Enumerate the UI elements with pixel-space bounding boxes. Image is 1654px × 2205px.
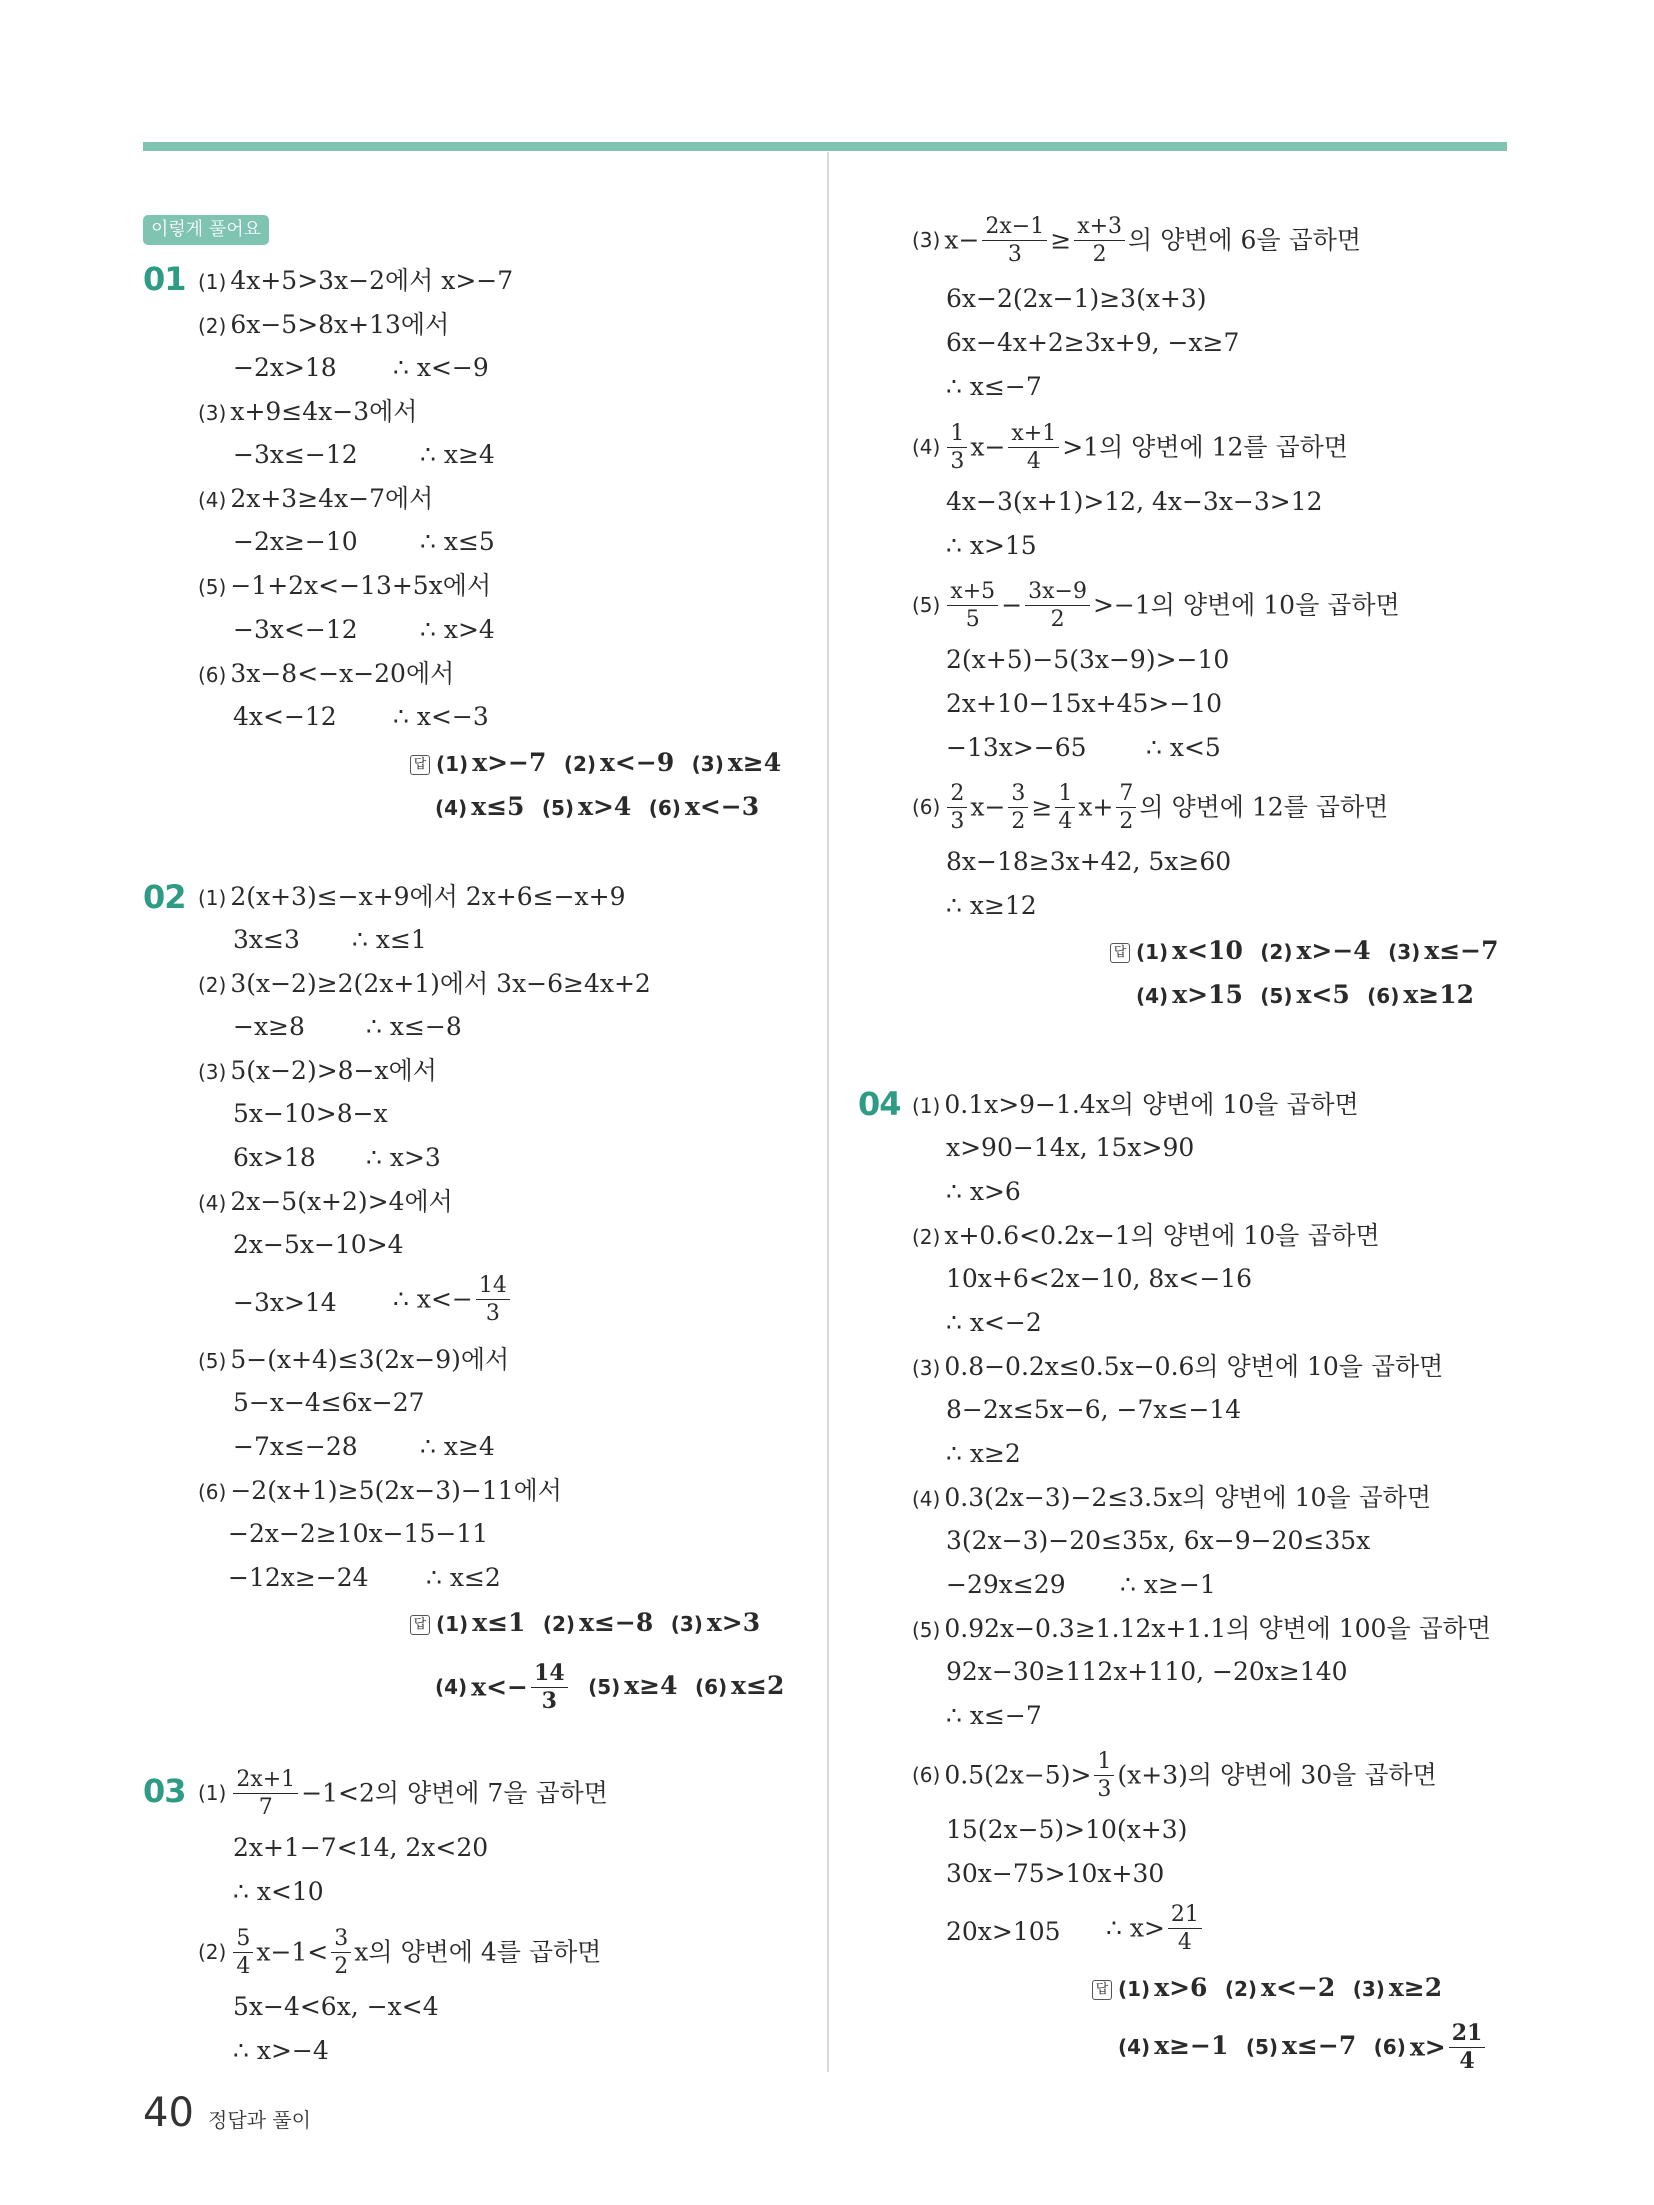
p04-step6f: ∴ x> $\frac{21}{4}$ [1106, 1901, 1205, 1956]
page-number: 40 [143, 2090, 194, 2136]
p04-step4a: (4) 0.3(2x−3)−2≤3.5x의 양변에 10을 곱하면 [912, 1483, 1431, 1512]
p03-step4c: ∴ x>15 [946, 531, 1037, 560]
p02-step5b: 5−x−4≤6x−27 [233, 1388, 425, 1417]
p01-step3b: −3x≤−12 [233, 440, 358, 469]
p02-step3d: ∴ x>3 [366, 1143, 441, 1172]
p04-step1a: (1) 0.1x>9−1.4x의 양변에 10을 곱하면 [912, 1090, 1359, 1119]
p01-step5b: −3x<−12 [233, 615, 358, 644]
p01-step2c: ∴ x<−9 [393, 353, 489, 382]
p04-step6a: (6) 0.5(2x−5)> $\frac{1}{3}$ (x+3)의 양변에 30을 곱하면 [912, 1749, 1437, 1802]
p01-step4c: ∴ x≤5 [420, 527, 495, 556]
p02-answer-row2: (4) x<− $\frac{14}{3}$ (5) x≥4 (6) x≤2 [435, 1660, 785, 1714]
column-divider [827, 152, 829, 2072]
p01-step6a: (6) 3x−8<−x−20에서 [198, 659, 455, 688]
p01-step6c: ∴ x<−3 [393, 702, 489, 731]
p01-step4b: −2x≥−10 [233, 527, 358, 556]
p04-step1c: ∴ x>6 [946, 1177, 1021, 1206]
p03-step5e: ∴ x<5 [1146, 733, 1221, 762]
p03-step4b: 4x−3(x+1)>12, 4x−3x−3>12 [946, 487, 1323, 516]
p01-step4a: (4) 2x+3≥4x−7에서 [198, 484, 434, 513]
p03-step6a: (6) $\frac{2}{3}$ x− $\frac{3}{2}$ ≥ $\frac{1}{4}$ x+ $\frac{7}{2}$ 의 양변에 12를 곱하면 [912, 781, 1389, 834]
p03-step3d: ∴ x≤−7 [946, 372, 1042, 401]
p03-step5c: 2x+10−15x+45>−10 [946, 689, 1223, 718]
p03-step4a: (4) $\frac{1}{3}$ x− $\frac{x+1}{4}$ >1의 양변에 12를 곱하면 [912, 421, 1348, 474]
p02-step1a: (1) 2(x+3)≤−x+9에서 2x+6≤−x+9 [198, 882, 626, 911]
p02-step6c: −12x≥−24 [228, 1563, 369, 1592]
p01-step3a: (3) x+9≤4x−3에서 [198, 397, 418, 426]
p02-step6b: −2x−2≥10x−15−11 [228, 1519, 489, 1548]
top-accent-bar [143, 142, 1507, 151]
p04-answer-row2: (4) x≥−1 (5) x≤−7 (6) x> $\frac{21}{4}$ [1118, 2020, 1488, 2075]
p04-step6e: 20x>105 [946, 1917, 1061, 1946]
problem-number-03: 03 [143, 1772, 186, 1810]
p04-step5c: ∴ x≤−7 [946, 1701, 1042, 1730]
p03-step1c: ∴ x<10 [233, 1877, 324, 1906]
problem-number-04: 04 [858, 1085, 901, 1123]
p01-step5a: (5) −1+2x<−13+5x에서 [198, 571, 492, 600]
footer-label: 정답과 풀이 [208, 2108, 311, 2132]
p03-step2c: 5x−4<6x, −x<4 [233, 1992, 439, 2021]
p03-step5b: 2(x+5)−5(3x−9)>−10 [946, 645, 1230, 674]
p01-answer-row1: 답 (1) x>−7 (2) x<−9 (3) x≥4 [410, 748, 781, 779]
p02-step6d: ∴ x≤2 [426, 1563, 501, 1592]
p04-step2a: (2) x+0.6<0.2x−1의 양변에 10을 곱하면 [912, 1221, 1380, 1250]
p04-step5a: (5) 0.92x−0.3≥1.12x+1.1의 양변에 100을 곱하면 [912, 1614, 1491, 1643]
p01-step1: (1) 4x+5>3x−2에서 x>−7 [198, 266, 514, 295]
p01-step2b: −2x>18 [233, 353, 337, 382]
p02-step2c: ∴ x≤−8 [366, 1012, 462, 1041]
p04-step1b: x>90−14x, 15x>90 [946, 1133, 1195, 1162]
p04-answer-row1: 답 (1) x>6 (2) x<−2 (3) x≥2 [1092, 1973, 1442, 2004]
p04-step4d: ∴ x≥−1 [1120, 1570, 1216, 1599]
p02-step6a: (6) −2(x+1)≥5(2x−3)−11에서 [198, 1476, 562, 1505]
p03-step3a: (3) x− $\frac{2x-1}{3}$ ≥ $\frac{x+3}{2}$ 의 양변에 6을 곱하면 [912, 214, 1361, 267]
p03-step2a: (2) $\frac{5}{4}$ x−1< $\frac{3}{2}$ x의 양변에 4를 곱하면 [198, 1926, 602, 1979]
p02-answer-row1: 답 (1) x≤1 (2) x≤−8 (3) x>3 [410, 1608, 760, 1639]
p03-step6c: ∴ x≥12 [946, 891, 1037, 920]
p04-step5b: 92x−30≥112x+110, −20x≥140 [946, 1657, 1348, 1686]
problem-number-01: 01 [143, 260, 186, 298]
p03-step3b: 6x−2(2x−1)≥3(x+3) [946, 284, 1207, 313]
p01-step6b: 4x<−12 [233, 702, 337, 731]
section-tag: 이렇게 풀어요 [143, 215, 269, 245]
p02-step2b: −x≥8 [233, 1012, 305, 1041]
answer-icon: 답 [1092, 1980, 1112, 2000]
p02-step1b: 3x≤3 [233, 925, 300, 954]
p03-step6b: 8x−18≥3x+42, 5x≥60 [946, 847, 1232, 876]
p03-step2d: ∴ x>−4 [233, 2036, 329, 2065]
p03-step1a: (1) $\frac{2x+1}{7}$ −1<2의 양변에 7을 곱하면 [198, 1767, 608, 1820]
p03-answer-row1: 답 (1) x<10 (2) x>−4 (3) x≤−7 [1110, 936, 1499, 967]
p04-step2b: 10x+6<2x−10, 8x<−16 [946, 1264, 1253, 1293]
p02-step3a: (3) 5(x−2)>8−x에서 [198, 1056, 437, 1085]
p02-step4d: ∴ x<− $\frac{14}{3}$ [393, 1272, 513, 1327]
p04-step3a: (3) 0.8−0.2x≤0.5x−0.6의 양변에 10을 곱하면 [912, 1352, 1444, 1381]
p04-step3c: ∴ x≥2 [946, 1439, 1021, 1468]
answer-icon: 답 [410, 755, 430, 775]
p02-step4c: −3x>14 [233, 1288, 337, 1317]
p02-step4b: 2x−5x−10>4 [233, 1230, 404, 1259]
p02-step3c: 6x>18 [233, 1143, 316, 1172]
p03-step5d: −13x>−65 [946, 733, 1087, 762]
p02-step1c: ∴ x≤1 [352, 925, 427, 954]
p03-answer-row2: (4) x>15 (5) x<5 (6) x≥12 [1136, 980, 1475, 1009]
p02-step5c: −7x≤−28 [233, 1432, 358, 1461]
p02-step5a: (5) 5−(x+4)≤3(2x−9)에서 [198, 1345, 510, 1374]
p01-step3c: ∴ x≥4 [420, 440, 495, 469]
answer-icon: 답 [1110, 943, 1130, 963]
p03-step3c: 6x−4x+2≥3x+9, −x≥7 [946, 328, 1240, 357]
p02-step4a: (4) 2x−5(x+2)>4에서 [198, 1187, 453, 1216]
problem-number-02: 02 [143, 878, 186, 916]
p04-step6c: 15(2x−5)>10(x+3) [946, 1815, 1188, 1844]
p03-step5a: (5) $\frac{x+5}{5}$ − $\frac{3x-9}{2}$ >−1의 양변에 10을 곱하면 [912, 579, 1400, 632]
p01-answer-row2: (4) x≤5 (5) x>4 (6) x<−3 [435, 792, 760, 821]
p04-step4b: 3(2x−3)−20≤35x, 6x−9−20≤35x [946, 1526, 1371, 1555]
p04-step3b: 8−2x≤5x−6, −7x≤−14 [946, 1395, 1242, 1424]
p02-step5d: ∴ x≥4 [420, 1432, 495, 1461]
p04-step4c: −29x≤29 [946, 1570, 1066, 1599]
p04-step6d: 30x−75>10x+30 [946, 1859, 1165, 1888]
answer-icon: 답 [410, 1615, 430, 1635]
p01-step5c: ∴ x>4 [420, 615, 495, 644]
p02-step3b: 5x−10>8−x [233, 1099, 388, 1128]
p04-step2c: ∴ x<−2 [946, 1308, 1042, 1337]
p01-step2a: (2) 6x−5>8x+13에서 [198, 310, 450, 339]
p03-step1b: 2x+1−7<14, 2x<20 [233, 1833, 489, 1862]
p02-step2a: (2) 3(x−2)≥2(2x+1)에서 3x−6≥4x+2 [198, 969, 651, 998]
